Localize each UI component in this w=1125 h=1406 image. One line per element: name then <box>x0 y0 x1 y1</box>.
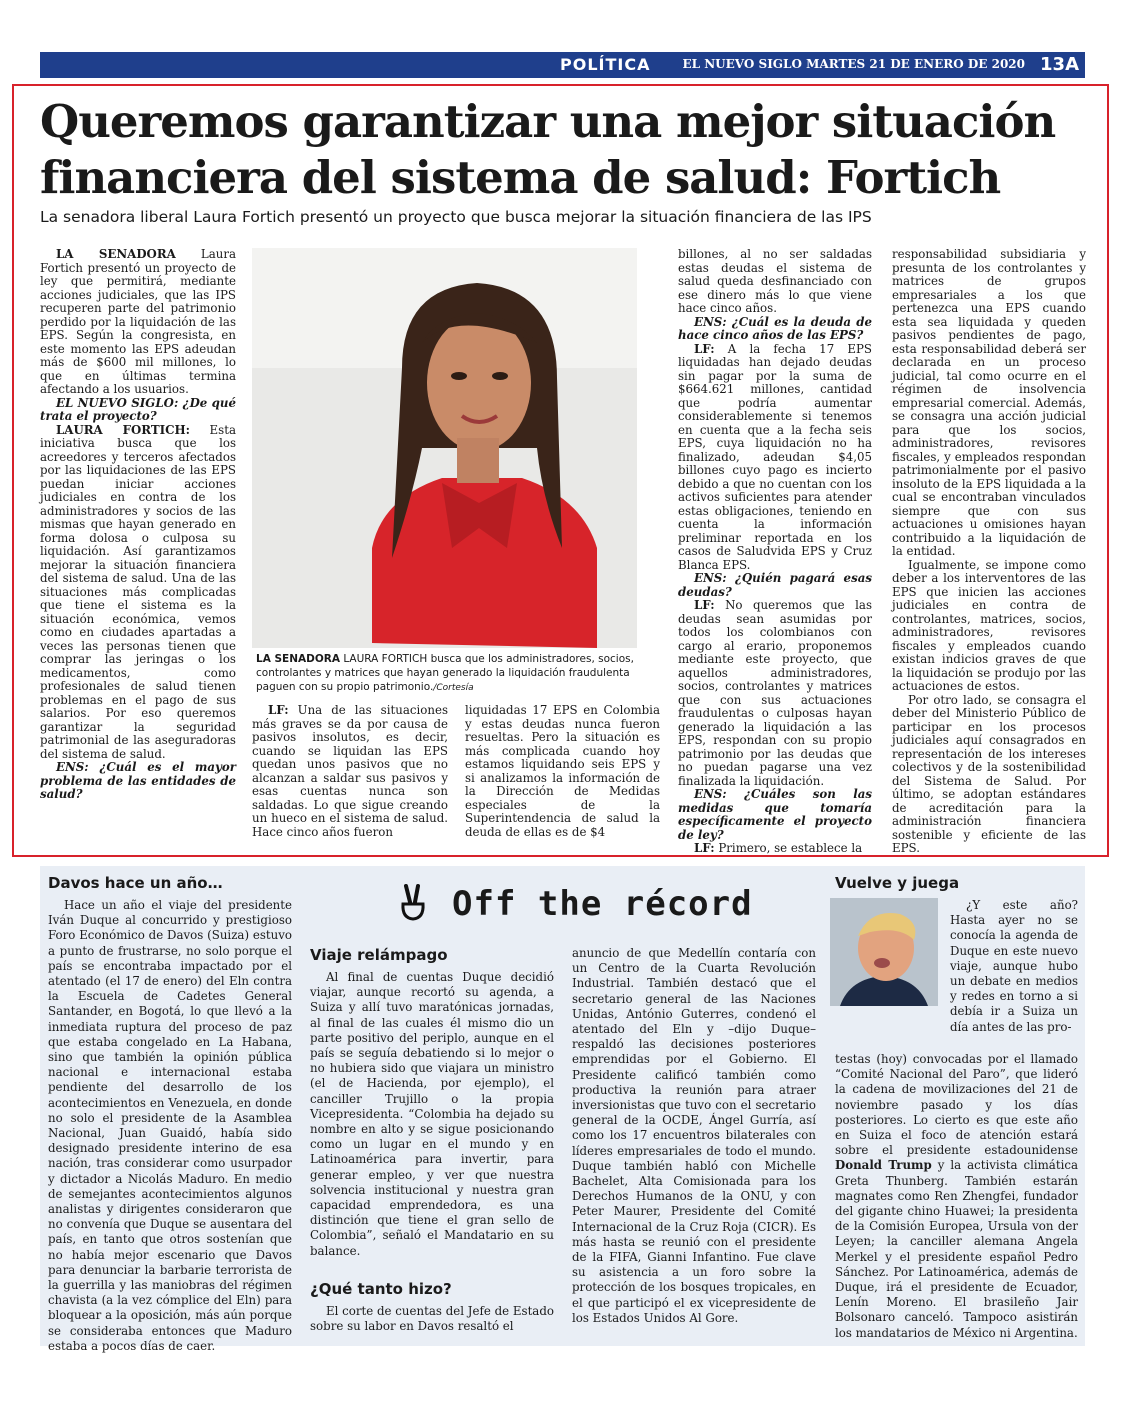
donald-trump-name: Donald Trump <box>835 1158 932 1173</box>
vuelve-column-top: ¿Y este año? Hasta ayer no se conocía la agenda de Duque en este nuevo viaje, aunque hubo un debate en medios y redes en torno a si debía ir a Suiza un día antes de las pro- <box>950 898 1078 1034</box>
off-the-record-title: Off the récord <box>452 884 753 924</box>
davos-title: Davos hace un año… <box>48 874 223 892</box>
article-column-4: billones, al no ser saldadas estas deudas el sistema de salud queda desfinanciado con ese dinero más lo que viene hace cinco años. ENS: ¿Cuál es la deuda de hace cinco años de las EPS? LF: A la fecha 17 EPS liquidadas han dejado deudas sin pagar por la suma de $664.621 millones, cantidad que podría aumentar considerablemente si tenemos en cuenta que a la fecha seis EPS, cuya liquidación no ha finalizado, adeudan $4,05 billones cuyo pago es incierto debido a que no cuentan con los activos suficientes para atender estas obligaciones, teniendo en cuenta la información preliminar reportada en los casos de Saludvida EPS y Cruz Blanca EPS. ENS: ¿Quién pagará esas deudas? LF: No queremos que las deudas sean asumidas por todos los colombianos con cargo al erario, proponemos mediante este proyecto, que aquellos administradores, socios, controlantes y matrices que con sus actuaciones fraudulentas o culposas hayan generado la liquidación a las EPS, respondan con su propio patrimonio por las deudas que no puedan pagarse una vez finalizada la liquidación. ENS: ¿Cuáles son las medidas que tomaría específicamente el proyecto de ley? LF: Primero, se establece la <box>678 247 872 855</box>
davos-column: Hace un año el viaje del presidente Iván Duque al concurrido y prestigioso Foro Económico de Davos (Suiza) estuvo a punto de frustrarse, no solo porque el país se encontraba impactado por el atentado (el 17 de enero) del Eln contra la Escuela de Cadetes General Santander, en Bogotá, lo que llevó a la inmediata ruptura del proceso de paz que estaba congelado en La Habana, sino que también la opinión pública nacional e internacional estaba pendiente del desarrollo de los acontecimientos en Venezuela, en donde no solo el presidente de la Asamblea Nacional, Juan Guaidó, había sido designado presidente interino de esa nación, tras considerar como usurpador y dictador a Nicolás Maduro. En medio de semejantes acontecimientos algunos analistas y dirigentes consideraron que no convenía que Duque se ausentara del país, en tanto que otros sostenían que no había mejor escenario que Davos para denunciar la barbarie terrorista de la guerrilla y las maniobras del régimen chavista (a la vez cómplice del Eln) para bloquear a la oposición, más aún porque se consideraba entonces que Maduro estaba a pocos días de caer. <box>48 898 292 1353</box>
article-headline: Queremos garantizar una mejor situación financiera del sistema de salud: Fortich <box>40 95 1056 204</box>
senator-photo <box>252 248 637 648</box>
page-number: 13A <box>1040 54 1079 75</box>
newspaper-date: EL NUEVO SIGLO MARTES 21 DE ENERO DE 2020 <box>682 57 1025 71</box>
article-column-2: LF: Una de las situaciones más graves se da por causa de pasivos insolutos, es decir, cuando se liquidan las EPS quedan unos pasivos que no alcanzan a saldar sus pasivos y esas cuentas nunca son saldadas. Lo que sigue creando un hueco en el sistema de salud. Hace cinco años fueron <box>252 703 448 839</box>
article-column-1: LA SENADORA Laura Fortich presentó un proyecto de ley que permitirá, mediante acciones judiciales, que las IPS recuperen parte del patrimonio perdido por la liquidación de las EPS. Según la congresista, en este momento las EPS adeudan más de $600 mil millones, lo que en últimas termina afectando a los usuarios. EL NUEVO SIGLO: ¿De qué trata el proyecto? LAURA FORTICH: Esta iniciativa busca que los acreedores y terceros afectados por las liquidaciones de las EPS puedan iniciar acciones judiciales en contra de los administradores y socios de las mismas que hayan generado en forma dolosa o culposa su liquidación. Así garantizamos mejorar la situación financiera del sistema de salud. Una de las situaciones más complicadas que tiene el sistema es la situación económica, vemos como en ciudades apartadas a veces las personas tienen que comprar las jeringas o los medicamentos, como profesionales de salud tienen problemas en el pago de sus salarios. Por eso queremos garantizar la seguridad patrimonial de las aseguradoras del sistema de salud. ENS: ¿Cuál es el mayor problema de las entidades de salud? <box>40 247 237 801</box>
photo-credit: /Cortesía <box>433 683 474 693</box>
peace-hand-icon <box>396 882 430 922</box>
que-tanto-hizo-title: ¿Qué tanto hizo? <box>310 1280 452 1298</box>
question-lead: EL NUEVO SIGLO: <box>56 395 179 410</box>
article-column-3: liquidadas 17 EPS en Colombia y estas deudas nunca fueron resueltas. Pero la situación es más complicada cuando hoy estamos liquidando seis EPS y si analizamos la información de la Dirección de Medidas especiales de la Superintendencia de salud la deuda de ellas es de $4 <box>465 703 660 839</box>
vuelve-y-juega-title: Vuelve y juega <box>835 874 960 892</box>
article-column-5: responsabilidad subsidiaria y presunta de los controlantes y matrices de grupos empresariales a los que pertenezca una EPS cuando esta sea liquidada y queden pasivos pendientes de pago, esta responsabilidad deberá ser declarada en un proceso judicial, tal como ocurre en el régimen de insolvencia empresarial comercial. Además, se consagra una acción judicial para que los socios, administradores, revisores fiscales, y empleados respondan patrimonialmente por el pasivo insoluto de la EPS liquidada a la cual se encontraban vinculados siempre que con sus actuaciones u omisiones hayan contribuido a la liquidación de la entidad. Igualmente, se impone como deber a los interventores de las EPS que inicien las acciones judiciales en contra de controlantes, matrices, socios, administradores, revisores fiscales y empleados cuando existan indicios graves de que la liquidación se produjo por las actuaciones de estos. Por otro lado, se consagra el deber del Ministerio Público de participar en los procesos judiciales aquí consagrados en representación de los intereses colectivos y de la sostenibilidad del Sistema de Salud. Por último, se adoptan estándares de acreditación para la administración financiera sostenible y eficiente de las EPS. <box>892 247 1086 855</box>
page-header-bar <box>40 52 1085 78</box>
trump-photo <box>830 898 938 1006</box>
lead-in: LA SENADORA <box>56 247 176 261</box>
viaje-relampago-title: Viaje relámpago <box>310 946 448 964</box>
article-subhead: La senadora liberal Laura Fortich presentó un proyecto que busca mejorar la situación financiera de las IPS <box>40 208 872 226</box>
vuelve-column: testas (hoy) convocadas por el llamado “Comité Nacional del Paro”, que lideró la cadena de movilizaciones del 21 de noviembre pasado y los días posteriores. Lo cierto es que este año en Suiza el foco de atención estará sobre el presidente estadounidense Donald Trump y la activista climática Greta Thunberg. También estarán magnates como Ren Zhengfei, fundador del gigante chino Huawei; la presidenta de la Comisión Europea, Ursula von der Leyen; la canciller alemana Angela Merkel y el presidente español Pedro Sánchez. Por Latinoamérica, además de Duque, irá el presidente de Ecuador, Lenín Moreno. El brasileño Jair Bolsonaro canceló. Tampoco asistirán los mandatarios de México ni Argentina. <box>835 1052 1078 1340</box>
viaje-column: Al final de cuentas Duque decidió viajar, aunque recortó su agenda, a Suiza y allí tuvo maratónicas jornadas, al final de las cuales él mismo dio un parte positivo del periplo, aunque en el país se seguía debatiendo si lo mejor o no hubiera sido que viajara un ministro (el de Hacienda, por ejemplo), el canciller Trujillo o la propia Vicepresidenta. “Colombia ha dejado su nombre en alto y se sigue posicionando como un lugar en el mundo y en Latinoamérica para invertir, para generar empleo, y ver que nuestra solvencia institucional y nuestra gran capacidad emprendedora, es una distinción que tiene el gran sello de Colombia”, señaló el Mandatario en su balance. <box>310 970 554 1258</box>
photo-caption: LA SENADORA LAURA FORTICH busca que los administradores, socios, controlantes y matrices que hayan generado la liquidación fraudulenta paguen con su propio patrimonio./Cortesía <box>256 653 634 693</box>
section-name: POLÍTICA <box>560 55 651 74</box>
answer-lead: LAURA FORTICH: <box>56 422 191 437</box>
que-tanto-column: El corte de cuentas del Jefe de Estado sobre su labor en Davos resaltó el <box>310 1304 554 1334</box>
off-the-record-column-2: anuncio de que Medellín contaría con un Centro de la Cuarta Revolución Industrial. También destacó que el secretario general de las Naciones Unidas, António Guterres, condenó el atentado del Eln y –dijo Duque– respaldó las decisiones posteriores emprendidas por el Gobierno. El Presidente calificó también como productiva la reunión para atraer inversionistas que tuvo con el secretario general de la OCDE, Ángel Gurría, así como los 17 encuentros bilaterales con líderes empresariales de todo el mundo. Duque también habló con Michelle Bachelet, Alta Comisionada para los Derechos Humanos de la ONU, y con Peter Maurer, Presidente del Comité Internacional de la Cruz Roja (CICR). Es más hasta se reunió con el presidente de la FIFA, Gianni Infantino. Fue clave su asistencia a un foro sobre la protección de los bosques tropicales, en el que participó el ex vicepresidente de los Estados Unidos Al Gore. <box>572 946 816 1325</box>
